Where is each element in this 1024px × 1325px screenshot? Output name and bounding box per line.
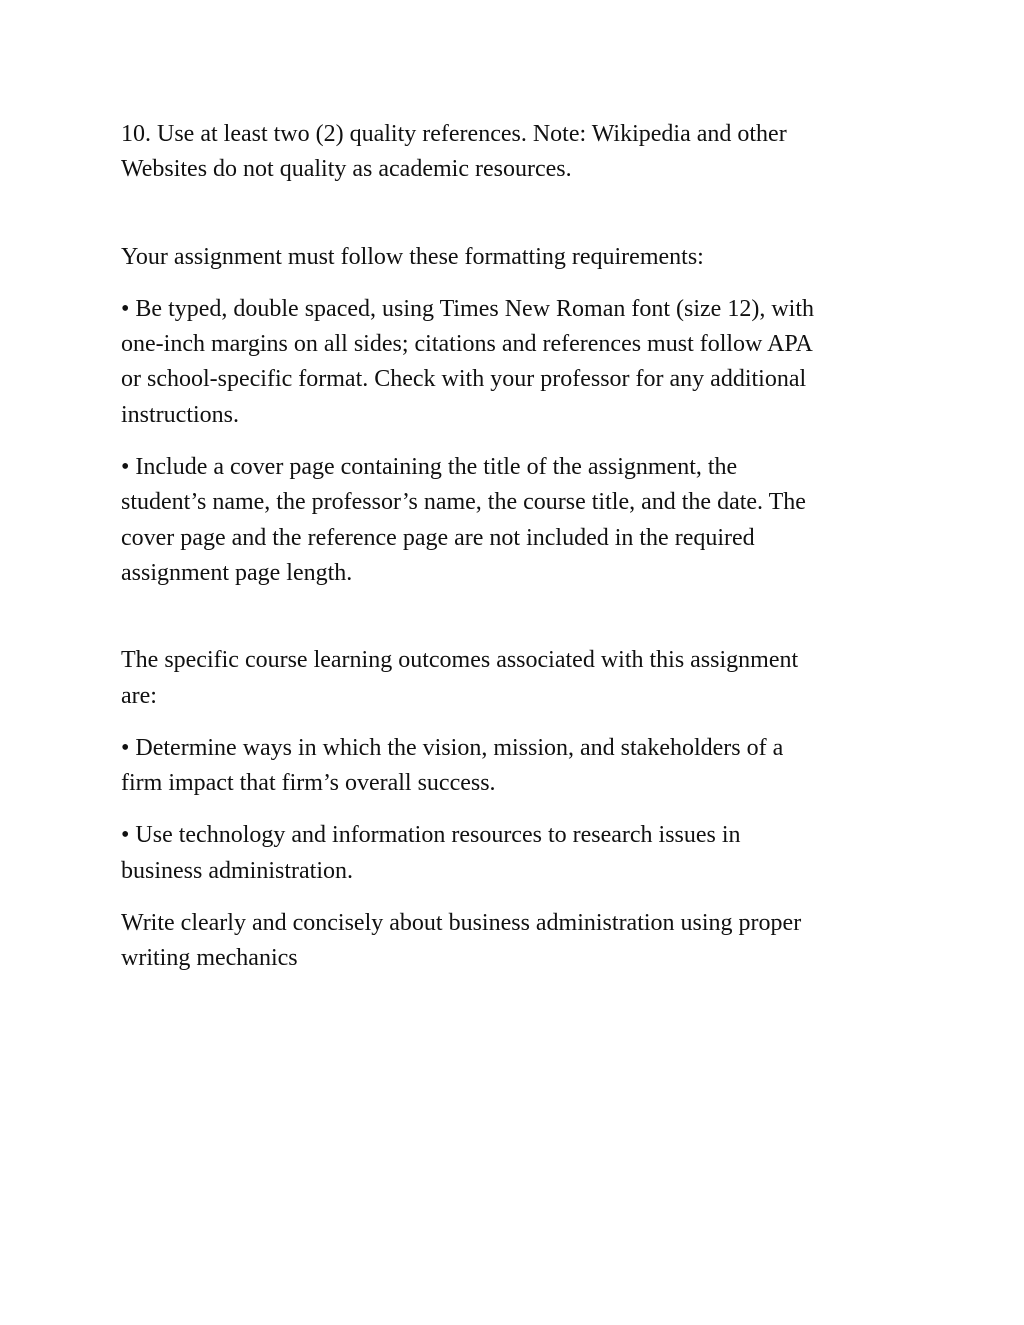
formatting-requirements-heading: Your assignment must follow these formatting requirements: bbox=[121, 243, 704, 270]
outcomes-bullet-vision-mission: • Determine ways in which the vision, mission, and stakeholders of a firm impact that firm’s overall success. bbox=[121, 734, 784, 797]
learning-outcomes-heading: The specific course learning outcomes associated with this assignment are: bbox=[121, 647, 799, 709]
reference-requirement-item: 10. Use at least two (2) quality references. Note: Wikipedia and other Websites do not quality as academic resources. bbox=[121, 121, 787, 183]
document-page bbox=[121, 117, 911, 977]
formatting-bullet-cover-page: • Include a cover page containing the title of the assignment, the student’s name, the professor’s name, the course title, and the date. The cover page and the reference page are not included in the required assignment page length. bbox=[121, 454, 806, 586]
outcomes-closing-statement: Write clearly and concisely about business administration using proper writing mechanics bbox=[121, 910, 802, 972]
outcomes-bullet-technology: • Use technology and information resources to research issues in business administration. bbox=[121, 822, 741, 884]
formatting-bullet-typing: • Be typed, double spaced, using Times New Roman font (size 12), with one-inch margins on all sides; citations and references must follow APA or school-specific format. Check with your professor for any additional instructions. bbox=[121, 295, 814, 428]
